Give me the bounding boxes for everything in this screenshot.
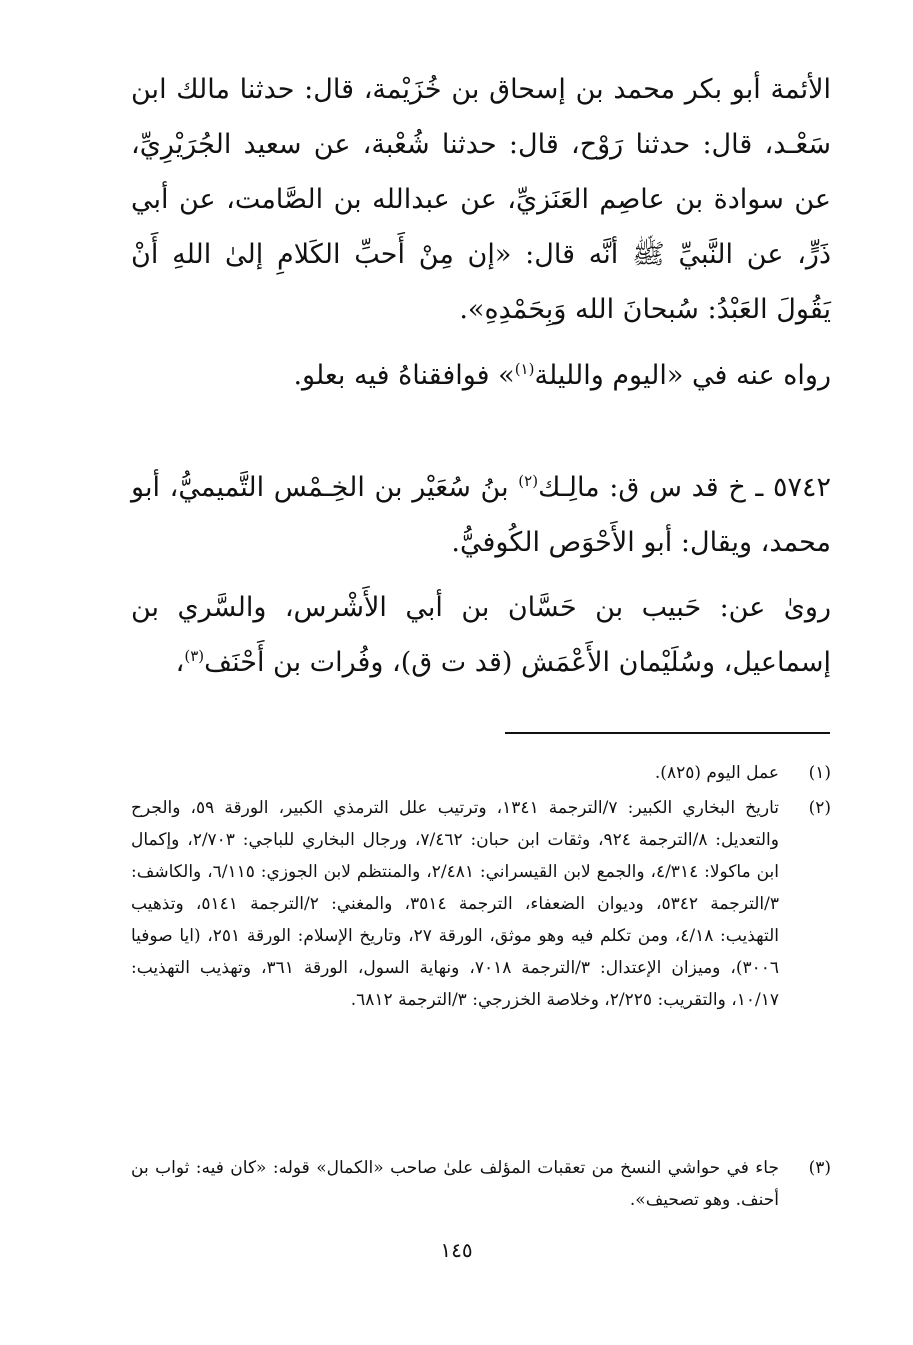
- footnote-2: [131, 792, 831, 1016]
- footnote-text: جاء في حواشي النسخ من تعقبات المؤلف علىٰ صاحب «الكمال» قوله: «كان فيه: ثواب بن أحنف. وهو تصحيف».: [131, 1158, 779, 1210]
- narrated-from: [131, 580, 831, 690]
- hadith-text: الأئمة أبو بكر محمد بن إسحاق بن خُزَيْمة، قال: حدثنا مالك ابن سَعْـد، قال: حدثنا رَوْح، قال: حدثنا شُعْبة، عن سعيد الجُرَيْرِيِّ، عن سوادة بن عاصِم العَنَزيِّ، عن عبدالله بن الصَّامت، عن أبي ذَرٍّ، عن النَّبيِّ ﷺ أنَّه قال: «إن مِنْ أَحبِّ الكَلامِ إلىٰ اللهِ أَنْ يَقُولَ العَبْدُ: سُبحانَ الله وَبِحَمْدِهِ».: [131, 74, 831, 325]
- footnote-separator: [505, 732, 830, 734]
- page-number: ١٤٥: [440, 1238, 473, 1262]
- paragraph-riwayah: [131, 348, 831, 403]
- footnote-1: [131, 757, 831, 789]
- footnote-text: تاريخ البخاري الكبير: ٧/الترجمة ١٣٤١، وترتيب علل الترمذي الكبير، الورقة ٥٩، والجرح والتعديل: ٨/الترجمة ٩٢٤، وثقات ابن حبان: ٧/٤٦٢، ورجال البخاري للباجي: ٢/٧٠٣، وإكمال ابن ماكولا: ٤/٣١٤، والجمع لابن القيسراني: ٢/٤٨١، والمنتظم لابن الجوزي: ٦/١١٥، والكاشف: ٣/الترجمة ٥٣٤٢، وديوان الضعفاء، الترجمة ٣٥١٤، والمغني: ٢/الترجمة ٥١٤١، وتذهيب التهذيب: ٤/١٨، ومن تكلم فيه وهو موثق، الورقة ٢٧، وتاريخ الإسلام: الورقة ٢٥١، (ايا صوفيا ٣٠٠٦)، وميزان الإعتدال: ٣/الترجمة ٧٠١٨، ونهاية السول، الورقة ٣٦١، وتهذيب التهذيب: ١٠/١٧، والتقريب: ٢/٢٢٥، وخلاصة الخزرجي: ٣/الترجمة ٦٨١٢.: [131, 798, 780, 1010]
- biography-entry: [131, 460, 831, 570]
- footnote-number: (٢): [808, 798, 831, 818]
- narrated-from-text: روىٰ عن: حَبيب بن حَسَّان بن أبي الأَشْرس، والسَّري بن إسماعيل، وسُلَيْمان الأَعْمَش (قد ت ق)، وفُرات بن أَحْنَف: [131, 592, 831, 678]
- footnote-ref-2[interactable]: (٢): [518, 472, 539, 490]
- paragraph-hadith: [131, 62, 831, 337]
- riwayah-text-end: » فوافقناهُ فيه بعلو.: [293, 360, 515, 391]
- narrated-from-end: ،: [175, 647, 185, 678]
- footnote-3: [131, 1152, 831, 1216]
- footnote-ref-1[interactable]: (١): [514, 360, 535, 378]
- footnote-text: عمل اليوم (٨٢٥).: [654, 763, 779, 783]
- footnote-number: (٣): [808, 1158, 831, 1178]
- entry-heading-end: بنُ سُعَيْر بن الخِـمْس التَّميميُّ، أبو محمد، ويقال: أبو الأَحْوَص الكُوفيُّ.: [131, 472, 831, 558]
- riwayah-text: رواه عنه في «اليوم والليلة: [534, 360, 831, 391]
- footnote-ref-3[interactable]: (٣): [184, 647, 205, 665]
- entry-heading: ٥٧٤٢ ـ خ قد س ق: مالِـك: [538, 472, 831, 503]
- footnote-number: (١): [808, 763, 831, 783]
